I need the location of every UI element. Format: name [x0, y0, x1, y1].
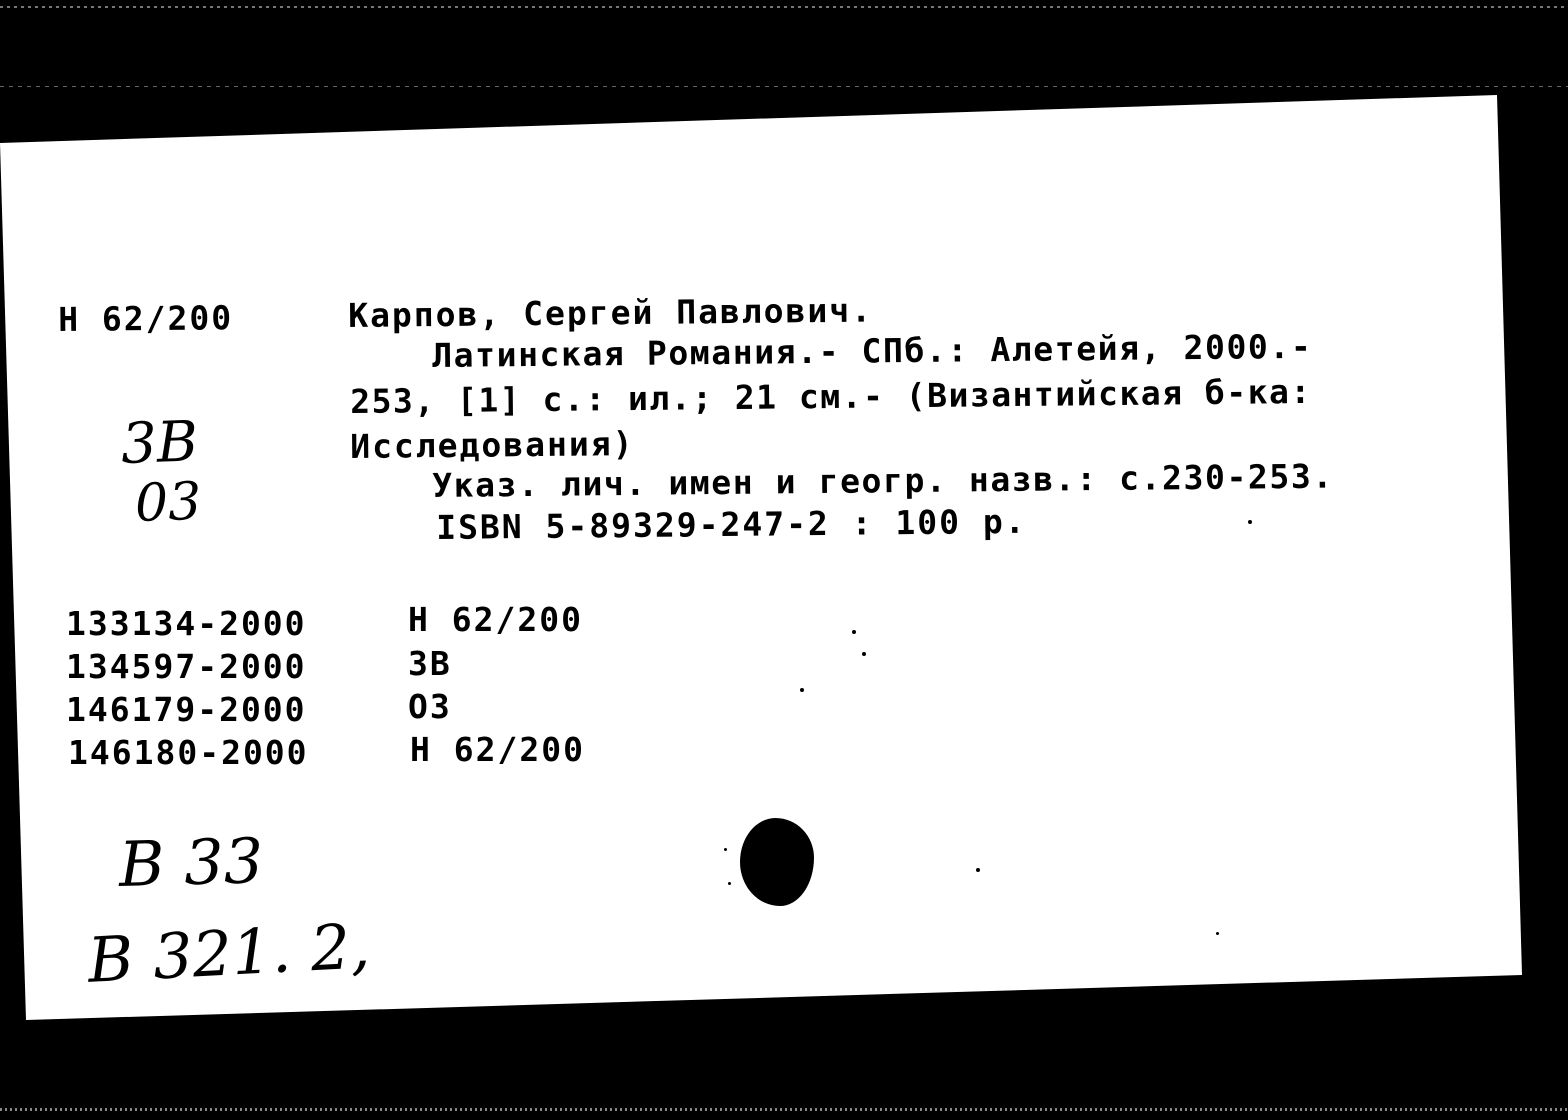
inventory-number: 133134-2000	[66, 604, 307, 643]
scan-speck	[976, 868, 980, 872]
holding-location: Н 62/200	[408, 600, 583, 639]
scan-speck	[728, 882, 731, 885]
holding-location: Н 62/200	[410, 730, 585, 769]
holding-location: ОЗ	[408, 687, 452, 726]
inventory-number: 134597-2000	[66, 647, 307, 686]
physical-description-line: 253, [1] с.: ил.; 21 см.- (Византийская б-ка:	[350, 371, 1312, 421]
handwritten-mark: 03	[134, 471, 203, 534]
scan-speck	[724, 848, 727, 851]
call-number: Н 62/200	[58, 298, 234, 339]
scan-speck	[1248, 520, 1252, 524]
scan-artifact-line	[0, 1108, 1568, 1111]
inventory-number: 146180-2000	[68, 733, 309, 772]
index-note: Указ. лич. имен и геогр. назв.: с.230-253.	[432, 456, 1335, 505]
scan-speck	[1216, 932, 1219, 935]
scan-artifact-line	[0, 86, 1568, 87]
handwritten-classification: В 33	[118, 824, 265, 901]
scan-speck	[800, 688, 804, 692]
series-line: Исследования)	[350, 424, 635, 466]
scan-speck	[862, 652, 866, 656]
holding-location: ЗВ	[408, 644, 452, 683]
title-imprint-line: Латинская Романия.- СПб.: Алетейя, 2000.-	[432, 326, 1313, 375]
inventory-number: 146179-2000	[66, 690, 307, 729]
punch-hole	[740, 818, 814, 906]
scan-speck	[852, 630, 856, 634]
handwritten-classification: В 321. 2,	[86, 909, 372, 997]
author-heading: Карпов, Сергей Павлович.	[348, 290, 874, 335]
scan-artifact-line	[0, 6, 1568, 8]
handwritten-mark: 3В	[120, 409, 200, 477]
isbn-price: ISBN 5-89329-247-2 : 100 р.	[436, 501, 1027, 547]
